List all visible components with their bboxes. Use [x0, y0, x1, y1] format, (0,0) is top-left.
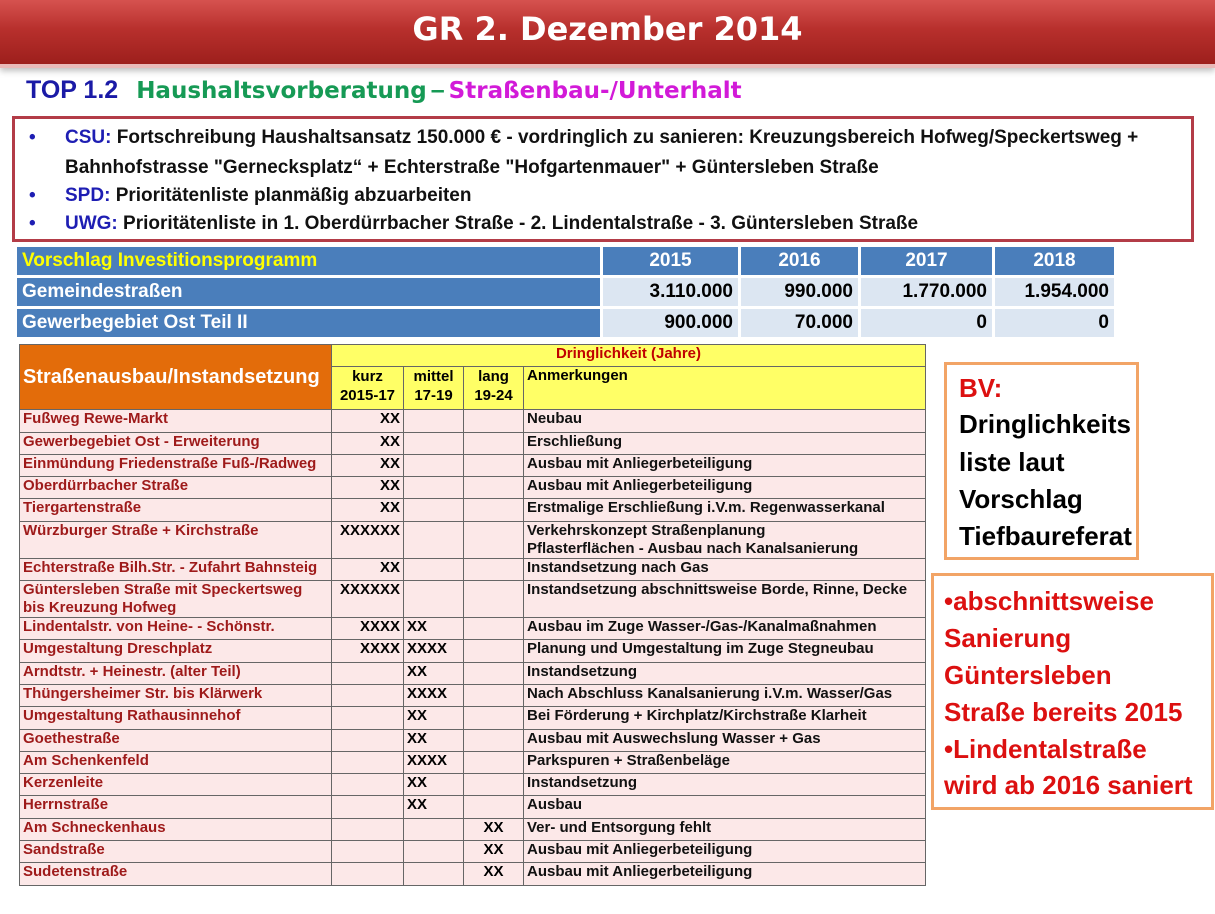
urgency-kurz: [332, 454, 404, 476]
remark-text: Parkspuren + Straßenbeläge: [527, 751, 730, 769]
urgency-lang: [464, 684, 524, 706]
remark: [524, 684, 926, 706]
road-name-text: Thüngersheimer Str. bis Klärwerk: [23, 684, 263, 702]
investment-value: 1.770.000: [860, 277, 994, 308]
urgency-lang-text: XX: [483, 863, 504, 881]
urgency-lang: [464, 454, 524, 476]
urgency-mittel: [404, 774, 464, 796]
road-name: [20, 729, 332, 751]
party-name: CSU:: [65, 127, 112, 148]
road-name: [20, 454, 332, 476]
table-row: [20, 477, 926, 499]
col-header-text: kurz: [352, 368, 383, 386]
road-name-text: Am Schneckenhaus: [23, 818, 166, 836]
remark-text: Instandsetzung: [527, 774, 638, 792]
urgency-mittel: [404, 841, 464, 863]
note-line: •Lindentalstraße: [944, 734, 1147, 764]
road-name-text: Umgestaltung Rathausinnehof: [23, 707, 241, 725]
road-name: [20, 558, 332, 580]
urgency-mittel: [404, 499, 464, 521]
note-line: •abschnittsweise: [944, 586, 1154, 616]
remark: [524, 521, 926, 558]
road-name-text-line2: bis Kreuzung Hofweg: [23, 599, 177, 617]
urgency-kurz-text: XX: [379, 410, 400, 428]
table-row: [20, 432, 926, 454]
urgency-kurz: [332, 796, 404, 818]
urgency-lang: [464, 410, 524, 432]
road-name: [20, 477, 332, 499]
party-statement-csu-continuation: Bahnhofstrasse "Gernecksplatz“ + Echterstraße "Hofgartenmauer" + Güntersleben Straße: [65, 157, 879, 178]
urgency-mittel: [404, 581, 464, 618]
road-name: [20, 707, 332, 729]
bullet-icon: •: [29, 213, 36, 234]
table-row: [20, 684, 926, 706]
year-header: 2016: [740, 246, 860, 277]
remark-text: Ausbau mit Anliegerbeteiligung: [527, 863, 753, 881]
remark: [524, 581, 926, 618]
urgency-kurz: [332, 751, 404, 773]
col-header-years: 19-24: [474, 387, 513, 405]
urgency-kurz-text: XX: [379, 432, 400, 450]
investment-row-label: Gewerbegebiet Ost Teil II: [16, 308, 602, 339]
urgency-kurz: [332, 662, 404, 684]
road-name: [20, 684, 332, 706]
urgency-mittel-text: XX: [407, 796, 428, 814]
remark: [524, 410, 926, 432]
urgency-kurz: [332, 499, 404, 521]
urgency-mittel: [404, 432, 464, 454]
year-header: 2017: [860, 246, 994, 277]
urgency-lang: [464, 729, 524, 751]
urgency-kurz-text: XX: [379, 454, 400, 472]
road-name-text: Am Schenkenfeld: [23, 751, 149, 769]
road-name-text: Einmündung Friedenstraße Fuß-/Radweg: [23, 454, 317, 472]
investment-row: [16, 308, 1116, 339]
bullet-icon: •: [29, 127, 36, 148]
col-header-notes: Anmerkungen: [524, 367, 926, 410]
urgency-lang: [464, 640, 524, 662]
agenda-subtitle: Straßenbau-/Unterhalt: [448, 78, 742, 104]
remark: [524, 662, 926, 684]
urgency-kurz: [332, 640, 404, 662]
road-name: [20, 818, 332, 840]
remark: [524, 558, 926, 580]
remark: [524, 796, 926, 818]
urgency-lang: [464, 841, 524, 863]
urgency-lang: [464, 796, 524, 818]
road-name-text: Herrnstraße: [23, 796, 109, 814]
urgency-mittel-text: XX: [407, 774, 428, 792]
table-row: [20, 729, 926, 751]
remark-text: Ausbau mit Anliegerbeteiligung: [527, 454, 753, 472]
remark-text: Ausbau mit Anliegerbeteiligung: [527, 841, 753, 859]
remark-text: Instandsetzung nach Gas: [527, 558, 709, 576]
investment-header-label: Vorschlag Investitionsprogramm: [16, 246, 602, 277]
urgency-kurz: [332, 729, 404, 751]
urgency-kurz: [332, 618, 404, 640]
title-banner: [0, 0, 1215, 68]
investment-value: 1.954.000: [994, 277, 1116, 308]
urgency-kurz: [332, 410, 404, 432]
road-name-text: Arndtstr. + Heinestr. (alter Teil): [23, 662, 241, 680]
road-name: [20, 640, 332, 662]
table-row: [20, 618, 926, 640]
urgency-kurz: [332, 684, 404, 706]
party-text: Fortschreibung Haushaltsansatz 150.000 € - vordringlich zu sanieren: Kreuzungsbereich Hofweg/Speckertsweg +: [116, 127, 1139, 148]
urgency-kurz: [332, 521, 404, 558]
page-title: GR 2. Dezember 2014: [412, 10, 803, 48]
road-name-text: Fußweg Rewe-Markt: [23, 410, 169, 428]
col-header-text: mittel: [413, 368, 454, 386]
urgency-kurz-text: XX: [379, 477, 400, 495]
urgency-mittel: [404, 618, 464, 640]
urgency-lang: [464, 477, 524, 499]
urgency-kurz-text: XX: [379, 558, 400, 576]
remark: [524, 477, 926, 499]
party-name: SPD:: [65, 185, 111, 206]
urgency-kurz: [332, 558, 404, 580]
urgency-mittel-text: XXXX: [407, 640, 448, 658]
party-name: UWG:: [65, 213, 118, 234]
road-name-text: Echterstraße Bilh.Str. - Zufahrt Bahnsteig: [23, 558, 318, 576]
urgency-lang: [464, 521, 524, 558]
remark: [524, 774, 926, 796]
urgency-mittel: [404, 454, 464, 476]
road-name: [20, 796, 332, 818]
priority-table-title: Straßenausbau/Instandsetzung: [20, 345, 332, 410]
col-header-years: 17-19: [414, 387, 453, 405]
urgency-lang: [464, 432, 524, 454]
urgency-mittel-text: XX: [407, 618, 428, 636]
col-header-mittel: [404, 367, 464, 410]
remark: [524, 729, 926, 751]
resolution-line: Dringlichkeits: [959, 409, 1131, 439]
table-row: [20, 751, 926, 773]
table-row: [20, 581, 926, 618]
road-name-text: Güntersleben Straße mit Speckertsweg: [23, 581, 303, 599]
road-name-text: Kerzenleite: [23, 774, 104, 792]
urgency-lang: [464, 863, 524, 885]
table-row: [20, 707, 926, 729]
urgency-lang: [464, 618, 524, 640]
remark-text: Ausbau: [527, 796, 583, 814]
remark-text: Erschließung: [527, 432, 623, 450]
table-row: [20, 774, 926, 796]
road-name: [20, 751, 332, 773]
bullet-icon: •: [29, 185, 36, 206]
party-text: Prioritätenliste planmäßig abzuarbeiten: [115, 185, 472, 206]
road-name: [20, 521, 332, 558]
party-statements-box: [12, 116, 1194, 242]
remark-text: Instandsetzung abschnittsweise Borde, Rinne, Decke: [527, 581, 908, 599]
road-name: [20, 499, 332, 521]
table-row: [20, 640, 926, 662]
road-name-text: Sudetenstraße: [23, 863, 128, 881]
table-row: [20, 410, 926, 432]
road-name: [20, 581, 332, 618]
agenda-dash: –: [430, 76, 445, 104]
table-row: [20, 454, 926, 476]
investment-value: 3.110.000: [602, 277, 740, 308]
urgency-kurz: [332, 841, 404, 863]
urgency-kurz: [332, 432, 404, 454]
remark: [524, 707, 926, 729]
table-row: [20, 796, 926, 818]
urgency-mittel: [404, 863, 464, 885]
investment-header-row: [16, 246, 1116, 277]
road-name: [20, 863, 332, 885]
urgency-group-header: Dringlichkeit (Jahre): [332, 345, 926, 367]
urgency-mittel-text: XX: [407, 729, 428, 747]
urgency-mittel: [404, 662, 464, 684]
remark-text: Ausbau mit Anliegerbeteiligung: [527, 477, 753, 495]
year-header: 2018: [994, 246, 1116, 277]
resolution-box: [944, 362, 1139, 560]
col-header-lang: [464, 367, 524, 410]
year-header: 2015: [602, 246, 740, 277]
urgency-mittel: [404, 684, 464, 706]
road-name: [20, 841, 332, 863]
table-row: [20, 499, 926, 521]
remark-text: Planung und Umgestaltung im Zuge Stegneubau: [527, 640, 874, 658]
investment-value: 70.000: [740, 308, 860, 339]
road-name-text: Würzburger Straße + Kirchstraße: [23, 521, 259, 539]
priority-table: [19, 344, 926, 886]
remark: [524, 751, 926, 773]
priority-table-body: [20, 410, 926, 885]
remark: [524, 640, 926, 662]
agenda-heading: [26, 76, 742, 105]
party-text: Prioritätenliste in 1. Oberdürrbacher Straße - 2. Lindentalstraße - 3. Güntersleben Straße: [123, 213, 919, 234]
urgency-mittel: [404, 796, 464, 818]
urgency-lang: [464, 581, 524, 618]
col-header-kurz: [332, 367, 404, 410]
urgency-mittel-text: XX: [407, 662, 428, 680]
investment-row: [16, 277, 1116, 308]
urgency-lang: [464, 751, 524, 773]
urgency-kurz-text: XXXX: [359, 640, 400, 658]
agenda-number: TOP 1.2: [26, 76, 119, 104]
note-line: Straße bereits 2015: [944, 697, 1183, 727]
col-header-years: 2015-17: [339, 387, 396, 405]
urgency-lang: [464, 499, 524, 521]
urgency-mittel: [404, 729, 464, 751]
remark-text: Ausbau im Zuge Wasser-/Gas-/Kanalmaßnahmen: [527, 618, 877, 636]
remark-text: Ver- und Entsorgung fehlt: [527, 818, 712, 836]
note-line: wird ab 2016 saniert: [944, 770, 1193, 800]
road-name-text: Umgestaltung Dreschplatz: [23, 640, 213, 658]
road-name: [20, 774, 332, 796]
note-line: Güntersleben: [944, 660, 1112, 690]
investment-table: [14, 244, 1117, 340]
urgency-mittel-text: XXXX: [407, 751, 448, 769]
urgency-mittel: [404, 558, 464, 580]
urgency-lang: [464, 707, 524, 729]
remark: [524, 499, 926, 521]
remark-text: Instandsetzung: [527, 662, 638, 680]
road-name: [20, 618, 332, 640]
investment-value: 0: [994, 308, 1116, 339]
urgency-kurz: [332, 581, 404, 618]
remark-text: Erstmalige Erschließung i.V.m. Regenwasserkanal: [527, 499, 885, 517]
road-name: [20, 432, 332, 454]
table-row: [20, 863, 926, 885]
road-name-text: Tiergartenstraße: [23, 499, 142, 517]
investment-value: 0: [860, 308, 994, 339]
urgency-mittel: [404, 818, 464, 840]
urgency-lang: [464, 558, 524, 580]
urgency-mittel-text: XX: [407, 707, 428, 725]
resolution-line: Tiefbaureferat: [959, 521, 1132, 551]
urgency-kurz-text: XX: [379, 499, 400, 517]
resolution-line: Vorschlag: [959, 484, 1083, 514]
note-line: Sanierung: [944, 623, 1072, 653]
urgency-kurz-text: XXXX: [359, 618, 400, 636]
road-name-text: Gewerbegebiet Ost - Erweiterung: [23, 432, 260, 450]
urgency-kurz: [332, 707, 404, 729]
urgency-mittel: [404, 521, 464, 558]
remark: [524, 863, 926, 885]
remark: [524, 841, 926, 863]
remark: [524, 454, 926, 476]
notes-box: [931, 573, 1214, 810]
table-row: [20, 521, 926, 558]
urgency-kurz: [332, 477, 404, 499]
urgency-lang: [464, 662, 524, 684]
urgency-mittel: [404, 640, 464, 662]
road-name-text: Oberdürrbacher Straße: [23, 477, 189, 495]
remark-text: Verkehrskonzept Straßenplanung: [527, 521, 766, 539]
road-name: [20, 410, 332, 432]
remark: [524, 818, 926, 840]
urgency-mittel-text: XXXX: [407, 684, 448, 702]
urgency-kurz: [332, 774, 404, 796]
table-row: [20, 662, 926, 684]
table-row: [20, 841, 926, 863]
investment-row-label: Gemeindestraßen: [16, 277, 602, 308]
urgency-lang-text: XX: [483, 818, 504, 836]
remark-text: Neubau: [527, 410, 583, 428]
urgency-mittel: [404, 410, 464, 432]
investment-value: 900.000: [602, 308, 740, 339]
remark: [524, 432, 926, 454]
urgency-kurz-text: XXXXXX: [339, 521, 400, 539]
investment-value: 990.000: [740, 277, 860, 308]
urgency-mittel: [404, 477, 464, 499]
urgency-lang: [464, 774, 524, 796]
road-name-text: Goethestraße: [23, 729, 120, 747]
resolution-title: BV:: [959, 373, 1003, 403]
resolution-line: liste laut: [959, 447, 1065, 477]
agenda-title: Haushaltsvorberatung: [136, 78, 427, 104]
remark-text: Bei Förderung + Kirchplatz/Kirchstraße Klarheit: [527, 707, 867, 725]
road-name-text: Lindentalstr. von Heine- - Schönstr.: [23, 618, 275, 636]
remark: [524, 618, 926, 640]
urgency-kurz: [332, 818, 404, 840]
road-name-text: Sandstraße: [23, 841, 105, 859]
urgency-mittel: [404, 751, 464, 773]
priority-header-row: [20, 345, 926, 367]
col-header-text: lang: [478, 368, 509, 386]
urgency-kurz: [332, 863, 404, 885]
urgency-mittel: [404, 707, 464, 729]
remark-text: Nach Abschluss Kanalsanierung i.V.m. Wasser/Gas: [527, 684, 893, 702]
remark-text-line2: Pflasterflächen - Ausbau nach Kanalsanierung: [527, 539, 859, 557]
road-name: [20, 662, 332, 684]
urgency-kurz-text: XXXXXX: [339, 581, 400, 599]
table-row: [20, 818, 926, 840]
table-row: [20, 558, 926, 580]
urgency-lang-text: XX: [483, 841, 504, 859]
remark-text: Ausbau mit Auswechslung Wasser + Gas: [527, 729, 821, 747]
urgency-lang: [464, 818, 524, 840]
